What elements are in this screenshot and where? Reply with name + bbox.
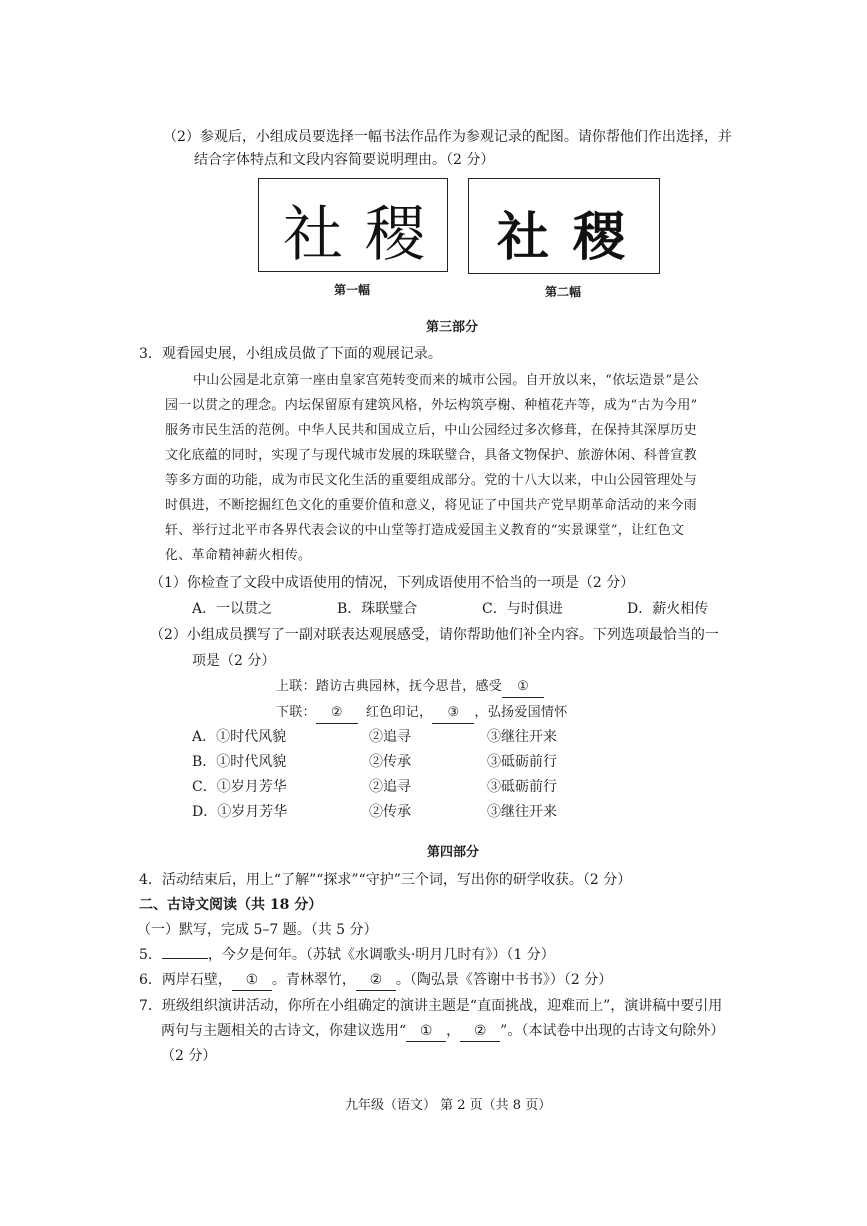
- choice-c-1: C．①岁月芳华: [192, 779, 287, 795]
- q4: 4．活动结束后，用上“了解”“探求”“守护”三个词，写出你的研学收获。（2 分）: [139, 872, 632, 888]
- q3-1-option-a: A．一以贯之: [192, 601, 273, 617]
- q6-blank-2: ②: [356, 970, 396, 991]
- caption-2: 第二幅: [545, 285, 582, 299]
- choice-d-2: ②传承: [369, 804, 411, 820]
- part4-title: 第四部分: [427, 845, 480, 860]
- q3-1-option-c: C．与时俱进: [482, 601, 563, 617]
- q6-text-mid: 。青林翠竹，: [271, 972, 356, 988]
- couplet-lower-post: ，弘扬爱国情怀: [474, 705, 568, 720]
- couplet-blank-3: ③: [432, 703, 474, 724]
- choice-b-1: B．①时代风貌: [192, 754, 287, 770]
- calligraphy-1-text: 社稷: [283, 200, 447, 270]
- part3-title: 第三部分: [426, 320, 479, 335]
- calligraphy-2-text: 社稷: [497, 208, 650, 268]
- passage-line: 服务市民生活的范例。中华人民共和国成立后，中山公园经过多次修葺，在保持其深厚历史: [165, 423, 698, 438]
- calligraphy-artwork-1: [258, 178, 448, 272]
- couplet-blank-1: ①: [502, 677, 544, 698]
- choice-d-1: D．①岁月芳华: [192, 804, 288, 820]
- q3-1-option-d: D．薪火相传: [627, 601, 709, 617]
- page-footer: 九年级（语文） 第 2 页（共 8 页）: [345, 1098, 552, 1113]
- passage-line: 文化底蕴的同时，实现了与现代城市发展的珠联璧合，具备文物保护、旅游休闲、科普宣教: [165, 448, 698, 463]
- section2-sub1: （一）默写，完成 5–7 题。（共 5 分）: [137, 922, 378, 938]
- passage-line: 等多方面的功能，成为市民文化生活的重要组成部分。党的十八大以来，中山公园管理处与: [165, 473, 698, 488]
- q5: [139, 945, 555, 965]
- couplet-blank-2: ②: [316, 703, 358, 724]
- q7-blank-2: ②: [460, 1021, 500, 1042]
- choice-b-2: ②传承: [369, 754, 411, 770]
- choice-a-3: ③继往开来: [487, 729, 557, 745]
- q6-text-pre: 6．两岸石壁，: [139, 972, 232, 988]
- choice-b-3: ③砥砺前行: [487, 754, 557, 770]
- q7-text-post: ”。（本试卷中出现的古诗文句除外）: [500, 1023, 725, 1039]
- q2-2-line2: 结合字体特点和文段内容简要说明理由。（2 分）: [194, 152, 495, 168]
- q6-text-post: 。（陶弘景《答谢中书书》）（2 分）: [395, 972, 613, 988]
- q7-line3: （2 分）: [161, 1048, 217, 1064]
- passage-line: 化、革命精神薪火相传。: [165, 548, 312, 563]
- couplet-upper-text: 上联：踏访古典园林，抚今思昔，感受: [276, 679, 503, 694]
- couplet-lower-label: 下联：: [276, 705, 316, 720]
- couplet-lower: [276, 703, 568, 724]
- q6-blank-1: ①: [232, 970, 272, 991]
- q3-2-line1: （2）小组成员撰写了一副对联表达观展感受，请你帮助他们补全内容。下列选项最恰当的一: [150, 627, 719, 643]
- q3-1: （1）你检查了文段中成语使用的情况，下列成语使用不恰当的一项是（2 分）: [150, 575, 635, 591]
- passage-line: 轩、举行过北平市各界代表会议的中山堂等打造成爱国主义教育的“实景课堂”，让红色文: [165, 523, 685, 538]
- section2-title: 二、古诗文阅读（共 18 分）: [139, 897, 323, 913]
- choice-d-3: ③继往开来: [487, 804, 557, 820]
- q2-2-line1: （2）参观后，小组成员要选择一幅书法作品作为参观记录的配图。请你帮他们作出选择，并: [163, 129, 732, 145]
- q5-text: ，今夕是何年。（苏轼《水调歌头·明月几时有》）（1 分）: [207, 947, 555, 963]
- q6: [139, 970, 612, 991]
- q3-1-option-b: B．珠联璧合: [337, 601, 418, 617]
- q3-intro: 3．观看园史展，小组成员做了下面的观展记录。: [139, 346, 442, 362]
- passage-line: 中山公园是北京第一座由皇家宫苑转变而来的城市公园。自开放以来，“依坛造景”是公: [193, 373, 699, 388]
- q7-line1: 7．班级组织演讲活动，你所在小组确定的演讲主题是“直面挑战，迎难而上”，演讲稿中要引用: [139, 998, 723, 1014]
- q7-line2: [161, 1021, 724, 1042]
- q7-blank-1: ①: [406, 1021, 446, 1042]
- choice-c-3: ③砥砺前行: [487, 779, 557, 795]
- passage-line: 时俱进，不断挖掘红色文化的重要价值和意义，将见证了中国共产党早期革命活动的来今雨: [165, 498, 698, 513]
- passage-line: 园一以贯之的理念。内坛保留原有建筑风格，外坛构筑亭榭、种植花卉等，成为“古为今用”: [165, 398, 698, 413]
- caption-1: 第一幅: [334, 283, 371, 297]
- couplet-upper: [276, 677, 544, 698]
- q5-blank: [162, 958, 208, 959]
- choice-a-1: A．①时代风貌: [192, 729, 287, 745]
- couplet-lower-mid: 红色印记，: [365, 705, 433, 720]
- q7-text-pre: 两句与主题相关的古诗文，你建议选用“: [161, 1023, 407, 1039]
- choice-c-2: ②追寻: [369, 779, 411, 795]
- q3-2-line2: 项是（2 分）: [192, 653, 276, 669]
- calligraphy-artwork-2: [468, 178, 660, 274]
- choice-a-2: ②追寻: [369, 729, 411, 745]
- q7-comma: ，: [446, 1023, 461, 1039]
- q5-number: 5．: [139, 947, 162, 963]
